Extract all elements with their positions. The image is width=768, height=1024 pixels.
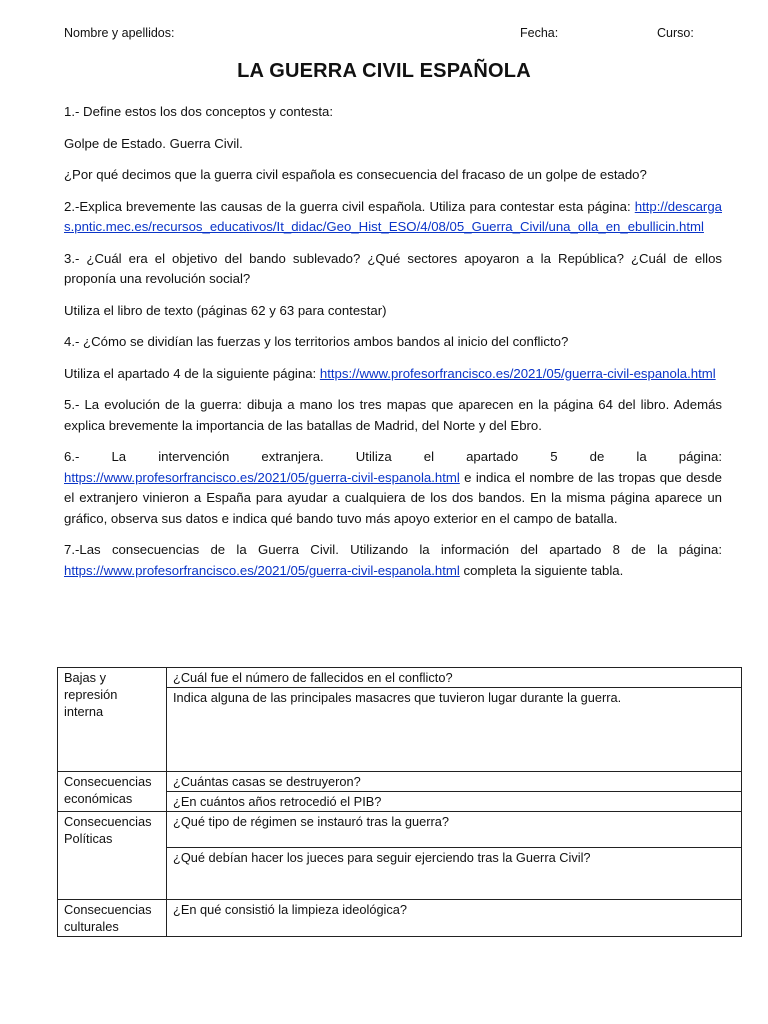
q6-link[interactable]: https://www.profesorfrancisco.es/2021/05/guerra-civil-espanola.html [64,469,460,485]
question-cell[interactable]: ¿Qué debían hacer los jueces para seguir ejerciendo tras la Guerra Civil? [167,848,742,900]
q2-text: 2.-Explica brevemente las causas de la guerra civil española. Utiliza para contestar esta página: [64,198,635,214]
table-row [58,772,742,792]
q1-prompt: 1.- Define estos los dos conceptos y contesta: [64,104,334,119]
question-cell[interactable]: ¿Cuántas casas se destruyeron? [167,772,742,792]
q7-link[interactable]: https://www.profesorfrancisco.es/2021/05/guerra-civil-espanola.html [64,562,460,578]
question-cell[interactable]: ¿Qué tipo de régimen se instauró tras la guerra? [167,812,742,848]
course-label: Curso: [657,26,694,40]
q2-paragraph [64,197,722,238]
q3-text: 3.- ¿Cuál era el objetivo del bando sublevado? ¿Qué sectores apoyaron a la República? ¿Cuál de ellos proponía una revolución social? [64,250,722,286]
date-label: Fecha: [520,26,559,40]
table-row [58,812,742,848]
question-cell[interactable]: ¿Cuál fue el número de fallecidos en el conflicto? [167,668,742,688]
q5-text: 5.- La evolución de la guerra: dibuja a mano los tres mapas que aparecen en la página 64 del libro. Además explica brevemente la importancia de las batallas de Madrid, del Norte y del Ebro. [64,397,722,433]
q4-link[interactable]: https://www.profesorfrancisco.es/2021/05/guerra-civil-espanola.html [319,365,716,381]
consequences-table [57,667,742,937]
q4-text: 4.- ¿Cómo se dividían las fuerzas y los territorios ambos bandos al inicio del conflicto? [64,334,569,349]
q6-text-before: 6.- La intervención extranjera. Utiliza el apartado 5 de la página: [64,449,722,464]
q7-paragraph [64,540,722,581]
category-cell: Consecuencias Políticas [58,812,167,900]
q6-paragraph [64,447,722,529]
question-cell[interactable]: ¿En cuántos años retrocedió el PIB? [167,792,742,812]
q4-instr: Utiliza el apartado 4 de la siguiente página: [64,365,320,381]
q7-text-after: completa la siguiente tabla. [459,562,624,578]
category-cell: Consecuencias económicas [58,772,167,812]
category-cell: Bajas y represión interna [58,668,167,772]
question-cell[interactable]: ¿En qué consistió la limpieza ideológica? [167,900,742,937]
table-row [58,900,742,937]
name-label: Nombre y apellidos: [64,26,175,40]
q3-note: Utiliza el libro de texto (páginas 62 y 63 para contestar) [64,302,387,318]
q1-concepts: Golpe de Estado. Guerra Civil. [64,135,243,151]
category-cell: Consecuencias culturales [58,900,167,937]
q4-paragraph [64,364,722,385]
table-row [58,668,742,688]
question-cell[interactable]: Indica alguna de las principales masacres que tuvieron lugar durante la guerra. [167,688,742,772]
q6-text-after: e indica el nombre de las tropas que desde el extranjero vinieron a España para ayudar a cualquiera de los dos bandos. En la misma página aparece un gráfico, observa sus datos e indica qué bando tuvo más apoyo exterior en el campo de batalla. [64,469,722,526]
q7-text-before: 7.-Las consecuencias de la Guerra Civil. Utilizando la información del apartado 8 de la página: [64,542,722,557]
questions [64,102,722,592]
q1-question: ¿Por qué decimos que la guerra civil española es consecuencia del fracaso de un golpe de estado? [64,167,647,182]
page-title: LA GUERRA CIVIL ESPAÑOLA [237,60,531,82]
q2-link[interactable]: http://descargas.pntic.mec.es/recursos_educativos/It_didac/Geo_Hist_ESO/4/08/05_Guerra_Civil/una_olla_en_ebullicin.html [64,198,722,234]
